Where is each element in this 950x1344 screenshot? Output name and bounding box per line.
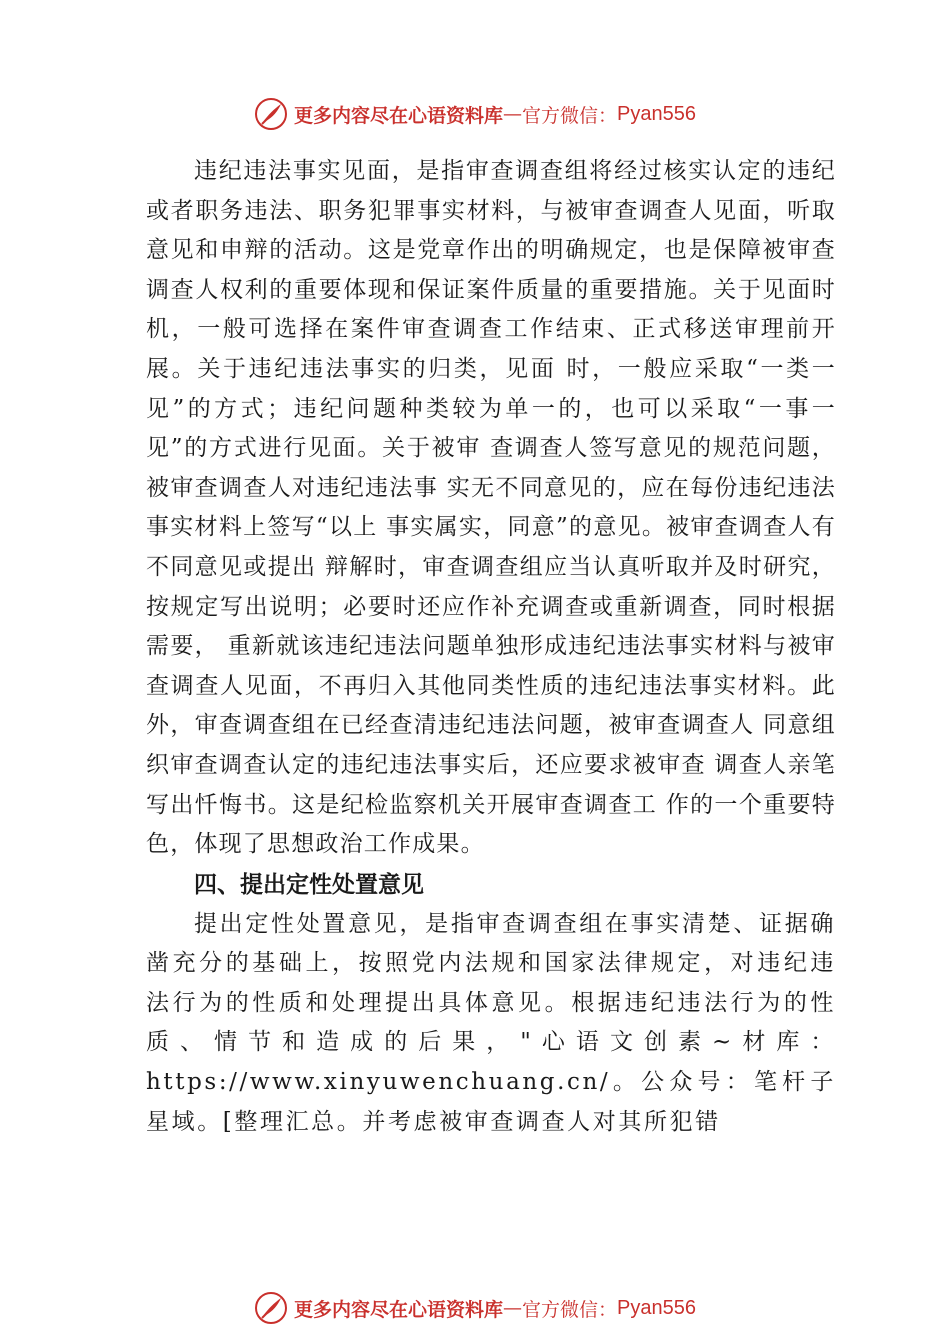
paragraph-disposition: 提出定性处置意见，是指审查调查组在事实清楚、证据确凿充分的基础上，按照党内法规和国家法律规定，对违纪违法行为的性质和处理提出具体意见。根据违纪违法行为的性质、情节和造成的后果，"心语文创素~材库：https://www.xinyuwenchuang.cn/。公众号：笔杆子星域。[整理汇总。并考虑被审查调查人对其所犯错 <box>146 910 836 1135</box>
footer-banner <box>0 1288 950 1328</box>
footer-dash: — <box>503 1297 523 1319</box>
footer-wechat-label: 官方微信： <box>522 1298 618 1321</box>
document-body <box>146 152 836 1142</box>
section-heading-4: 四、提出定性处置意见 <box>194 871 424 898</box>
footer-library-text: 更多内容尽在心语资料库 <box>294 1298 504 1321</box>
quill-pen-logo-icon <box>254 97 288 131</box>
header-banner <box>0 94 950 134</box>
banner-library-text: 更多内容尽在心语资料库 <box>294 104 504 127</box>
footer-wechat-id: Pyan556 <box>617 1296 696 1319</box>
banner-wechat-id: Pyan556 <box>617 102 696 125</box>
banner-wechat-label: 官方微信： <box>522 104 618 127</box>
banner-dash: — <box>503 103 523 125</box>
paragraph-fact-meeting: 违纪违法事实见面，是指审查调查组将经过核实认定的违纪或者职务违法、职务犯罪事实材料，与被审查调查人见面，听取意见和申辩的活动。这是党章作出的明确规定，也是保障被审查调查人权利的重要体现和保证案件质量的重要措施。关于见面时机，一般可选择在案件审查调查工作结束、正式移送审理前开展。关于违纪违法事实的归类，见面 时，一般应采取“一类一见”的方式；违纪问题种类较为单一的，也可以采取“一事一见”的方式进行见面。关于被审 查调查人签写意见的规范问题，被审查调查人对违纪违法事 实无不同意见的，应在每份违纪违法事实材料上签写“以上 事实属实，同意”的意见。被审查调查人有不同意见或提出 辩解时，审查调查组应当认真听取并及时研究，按规定写出说明；必要时还应作补充调查或重新调查，同时根据需要， 重新就该违纪违法问题单独形成违纪违法事实材料与被审查调查人见面，不再归入其他同类性质的违纪违法事实材料。此外，审查调查组在已经查清违纪违法问题，被审查调查人 同意组织审查调查认定的违纪违法事实后，还应要求被审查 调查人亲笔写出忏悔书。这是纪检监察机关开展审查调查工 作的一个重要特色，体现了思想政治工作成果。 <box>146 158 836 858</box>
quill-pen-logo-icon <box>254 1291 288 1325</box>
